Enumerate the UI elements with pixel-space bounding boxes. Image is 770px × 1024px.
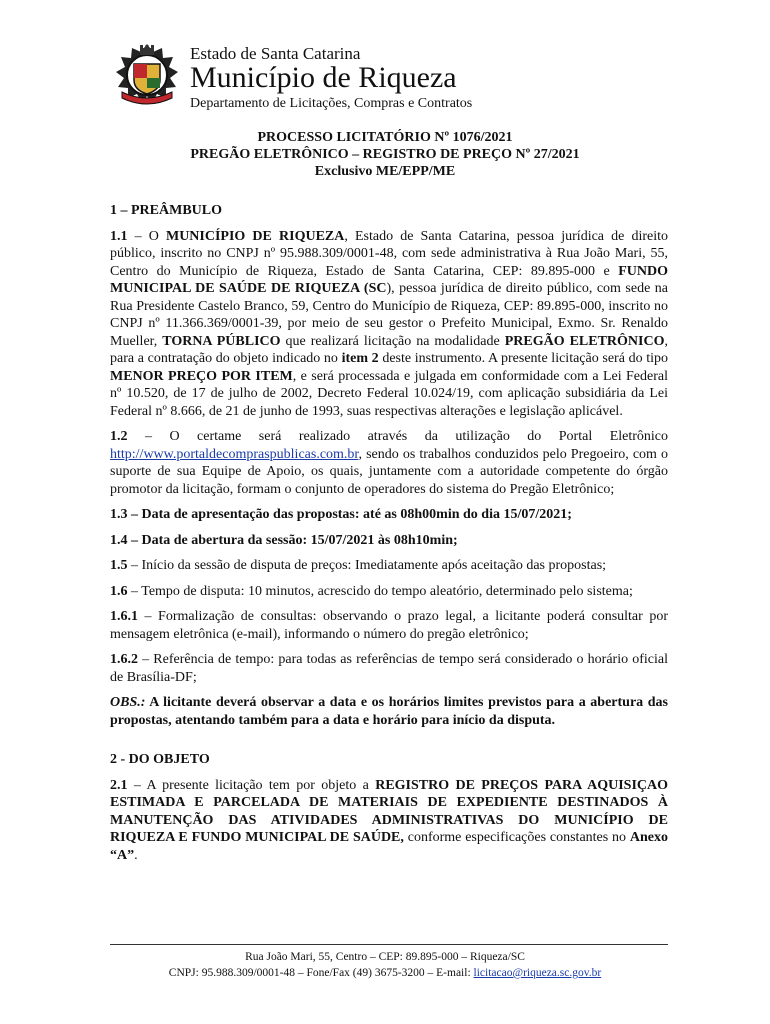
document-body: [110, 202, 668, 872]
paragraph-1-5: 1.5 – Início da sessão de disputa de preços: Imediatamente após aceitação das propostas;: [110, 558, 607, 573]
obs-note: OBS.: A licitante deverá observar a data e os horários limites previstos para a abertura das propostas, atentando também para a data e horário para início da disputa.: [110, 695, 668, 728]
title-exclusive: Exclusivo ME/EPP/ME: [314, 164, 456, 179]
title-process: PROCESSO LICITATÓRIO Nº 1076/2021: [257, 130, 513, 145]
municipal-crest-icon: [112, 42, 182, 112]
paragraph-1-6: 1.6 – Tempo de disputa: 10 minutos, acrescido do tempo aleatório, determinado pelo sistema;: [110, 583, 633, 599]
portal-link[interactable]: http://www.portaldecompraspublicas.com.br: [110, 446, 359, 462]
section-1-heading: 1 – PREÂMBULO: [110, 203, 222, 218]
header-state: Estado de Santa Catarina: [190, 44, 361, 63]
section-2-heading: 2 - DO OBJETO: [110, 752, 210, 767]
paragraph-1-4: 1.4 – Data de abertura da sessão: 15/07/2021 às 08h10min;: [110, 532, 458, 548]
paragraph-2-1: 2.1 – A presente licitação tem por objeto a REGISTRO DE PREÇOS PARA AQUISIÇAO ESTIMADA E PARCELADA DE MATERIAIS DE EXPEDIENTE DESTINADOS À MANUTENÇÃO DAS ATIVIDADES ADMINISTRATIVAS DO MUNICÍPIO DE RIQUEZA E FUNDO MUNICIPAL DE SAÚDE, conforme especificações constantes no Anexo “A”.: [110, 777, 669, 863]
title-pregao: PREGÃO ELETRÔNICO – REGISTRO DE PREÇO Nº 27/2021: [190, 147, 580, 162]
paragraph-1-6-2: 1.6.2 – Referência de tempo: para todas as referências de tempo será considerado o horário oficial de Brasília-DF;: [110, 652, 668, 685]
paragraph-1-2: 1.2 – O certame será realizado através da utilização do Portal Eletrônico http://www.portaldecompraspublicas.com.br, sendo os trabalhos conduzidos pelo Pregoeiro, com o suporte de sua Equipe de Apoio, os quais, juntamente com a autoridade competente do órgão promotor da licitação, formam o conjunto de operadores do sistema do Pregão Eletrônico;: [110, 429, 668, 497]
footer-address: Rua João Mari, 55, Centro – CEP: 89.895-000 – Riqueza/SC: [245, 951, 525, 963]
paragraph-1-3: 1.3 – Data de apresentação das propostas: até as 08h00min do dia 15/07/2021;: [110, 507, 572, 522]
paragraph-1-1: 1.1 – O MUNICÍPIO DE RIQUEZA, Estado de Santa Catarina, pessoa jurídica de direito público, inscrito no CNPJ nº 95.988.309/0001-48, com sede administrativa à Rua João Mari, 55, Centro do Município de Riqueza, Estado de Santa Catarina, CEP: 89.895-000 e FUNDO MUNICIPAL DE SAÚDE DE RIQUEZA (SC), pessoa jurídica de direito público, com sede na Rua Presidente Castelo Branco, 59, Centro do Município de Riqueza, CEP: 89.895-000, inscrito no CNPJ nº 11.366.369/0001-39, por meio de seu gestor o Prefeito Municipal, Exmo. Sr. Renaldo Mueller, TORNA PÚBLICO que realizará licitação na modalidade PREGÃO ELETRÔNICO, para a contratação do objeto indicado no item 2 deste instrumento. A presente licitação será do tipo MENOR PREÇO POR ITEM, e será processada e julgada em conformidade com a Lei Federal nº 10.520, de 17 de julho de 2002, Decreto Federal 10.024/19, com aplicação subsidiária da Lei Federal nº 8.666, de 21 de junho de 1993, suas respectivas alterações e legislação aplicável.: [110, 228, 669, 419]
footer-divider: [110, 944, 668, 945]
header-department: Departamento de Licitações, Compras e Contratos: [190, 96, 473, 111]
paragraph-1-6-1: 1.6.1 – Formalização de consultas: observando o prazo legal, a licitante poderá consultar por mensagem eletrônica (e-mail), informando o número do pregão eletrônico;: [110, 609, 668, 642]
footer-contact: CNPJ: 95.988.309/0001-48 – Fone/Fax (49) 3675-3200 – E-mail: licitacao@riqueza.sc.gov.br: [168, 967, 602, 979]
header-municipality: Município de Riqueza: [190, 61, 457, 94]
footer-email-link[interactable]: licitacao@riqueza.sc.gov.br: [473, 967, 602, 979]
